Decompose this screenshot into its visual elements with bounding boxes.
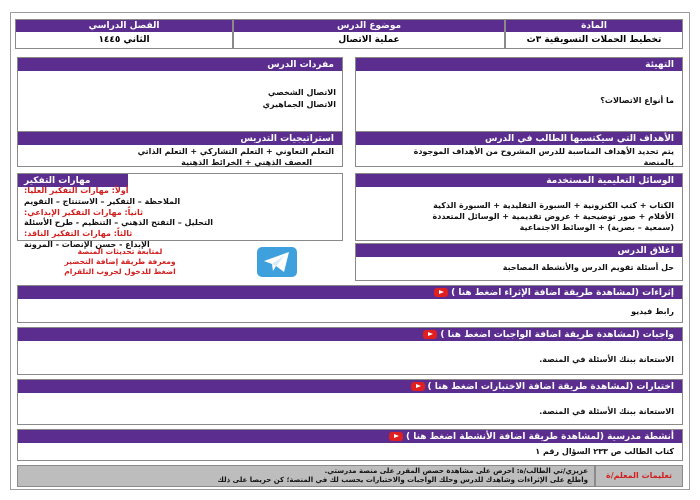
homework-text: الاستعانة ببنك الأسئلة في المنصة. — [539, 355, 674, 364]
teacher-notes-body — [17, 465, 595, 487]
objectives-title: الأهداف التي سيكتسبها الطالب في الدرس — [356, 132, 682, 145]
objectives-panel — [355, 131, 683, 167]
closing-title: اغلاق الدرس — [356, 244, 682, 257]
objectives-text-line2: بالمنصة — [643, 157, 674, 167]
thinking-t1: الملاحظة – التفكير – الاستنتاج – التقويم — [24, 196, 181, 206]
lesson-plan-sheet — [10, 12, 690, 490]
semester-value: الثاني ١٤٤٥ — [16, 32, 232, 48]
telegram-promo[interactable] — [17, 243, 343, 283]
header-table — [15, 19, 683, 49]
thinking-h3: ثالثاً: مهارات التفكير الناقد: — [24, 229, 133, 239]
aids-line1: الكتاب + كتب الكترونية + السبورة التقليدية + السبورة الذكية — [433, 201, 674, 210]
subject-label: المادة — [506, 20, 682, 32]
semester-column — [15, 19, 233, 49]
thinking-t3: الإبداع - حسن الإنصات - المرونة — [24, 239, 150, 249]
thinking-h2: ثانياً: مهارات التفكير الإبداعي: — [24, 207, 143, 217]
topic-value: عملية الاتصال — [234, 32, 504, 48]
warmup-title: التهيئة — [356, 58, 682, 71]
telegram-line2: ومعرفة طريقة إضافة التحضير — [64, 257, 176, 267]
enrichment-header[interactable] — [18, 286, 682, 299]
thinking-t2: التحليل – التفتح الذهني – التنظيم - طرح الأسئلة — [24, 218, 213, 228]
teacher-notes-line2: واطلع على الإثراءات وشاهدك للدرس وحلك الواجبات والاختبارات يحسب لك في المنصة؛ كن حريصا على ذلك — [217, 476, 588, 485]
closing-panel — [355, 243, 683, 281]
lesson-item-1: الاتصال الشخصي — [268, 88, 336, 97]
subject-value: تخطيط الحملات التسويقية ٣ث — [506, 32, 682, 48]
strategies-line2: العصف الذهني + الخرائط الذهنية — [181, 157, 312, 167]
tests-title[interactable]: اختبارات (لمشاهدة طريقة اضافة الاختبارات اضغط هنا ) — [427, 381, 674, 392]
objectives-text-line1: يتم تحديد الأهداف المناسبة للدرس المشروح من الأهداف الموجودة — [413, 147, 674, 156]
topic-column — [233, 19, 505, 49]
lesson-item-2: الاتصال الجماهيري — [262, 100, 336, 109]
strategies-panel — [17, 131, 343, 167]
homework-panel — [17, 327, 683, 375]
warmup-text: ما أنواع الاتصالات؟ — [600, 96, 674, 105]
activities-text: كتاب الطالب ص ٢٣٣ السؤال رقم ١ — [535, 447, 674, 456]
tests-header[interactable] — [18, 380, 682, 393]
enrichment-title[interactable]: إثراءات (لمشاهدة طريقة اضافة الإثراء اضغط هنا ) — [451, 287, 674, 298]
youtube-icon[interactable] — [423, 330, 437, 339]
teacher-notes-label-cell — [595, 465, 683, 487]
semester-label: الفصل الدراسي — [16, 20, 232, 32]
activities-title[interactable]: أنشطة مدرسية (لمشاهدة طريقة اضافة الأنشطة اضغط هنا ) — [405, 431, 674, 442]
youtube-icon[interactable] — [411, 382, 425, 391]
teacher-notes-row — [17, 465, 683, 487]
youtube-icon[interactable] — [434, 288, 448, 297]
thinking-title: مهارات التفكير — [18, 174, 128, 187]
closing-text: حل أسئلة تقويم الدرس والأنشطة المصاحبة — [502, 263, 674, 272]
strategies-line1: التعلم التعاوني + التعلم التشاركي + التعلم الذاتي — [137, 147, 334, 156]
telegram-line1: لمتابعة تحديثات المنصة — [77, 247, 163, 256]
lesson-items-panel — [17, 57, 343, 137]
thinking-body — [24, 186, 224, 251]
subject-column — [505, 19, 683, 49]
tests-panel — [17, 379, 683, 425]
aids-line3: (سمعية – بصرية) + الوسائط الاجتماعية — [519, 222, 674, 232]
youtube-icon[interactable] — [389, 432, 403, 441]
telegram-text — [45, 247, 195, 277]
enrichment-text: رابط فيديو — [631, 307, 674, 316]
telegram-line3: اضغط للدخول لجروب التلقرام — [64, 267, 176, 277]
telegram-icon[interactable] — [257, 247, 297, 277]
thinking-h1: أولاً: مهارات التفكير العليا: — [24, 186, 129, 195]
teacher-notes-line1: عزيزي/تي الطالب/ة: احرص على مشاهدة حصص المقرر على منصة مدرستي. — [324, 467, 588, 475]
lesson-items-title: مفردات الدرس — [18, 58, 342, 71]
homework-header[interactable] — [18, 328, 682, 341]
thinking-panel — [17, 173, 343, 249]
activities-panel — [17, 429, 683, 461]
warmup-panel — [355, 57, 683, 137]
aids-line2: الأقلام + صور توضيحية + عروض تقديمية + الوسائل المتعددة — [432, 211, 674, 221]
teacher-notes-label: تعليمات المعلم/ة — [605, 470, 673, 480]
topic-label: موضوع الدرس — [234, 20, 504, 32]
tests-text: الاستعانة ببنك الأسئلة في المنصة. — [539, 407, 674, 416]
aids-panel — [355, 173, 683, 241]
activities-header[interactable] — [18, 430, 682, 443]
aids-title: الوسائل التعليمية المستخدمة — [356, 174, 682, 187]
strategies-title: استراتيجيات التدريس — [18, 132, 342, 145]
enrichment-panel — [17, 285, 683, 323]
homework-title[interactable]: واجبات (لمشاهدة طريقة اضافة الواجبات اضغط هنا ) — [440, 329, 674, 340]
